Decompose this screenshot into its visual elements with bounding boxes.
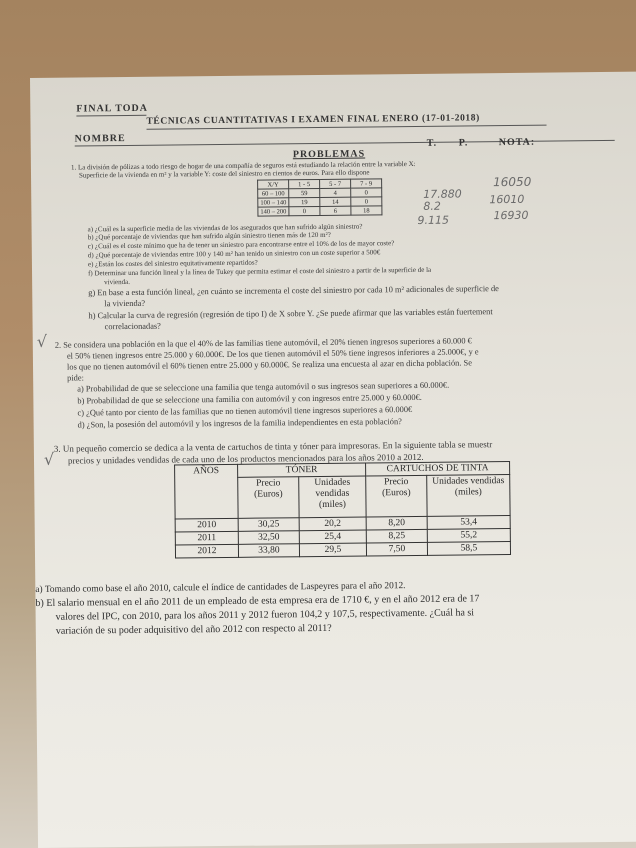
table-cell: 30,25 (238, 518, 299, 532)
year-cell: 2011 (175, 531, 238, 545)
year-cell: 2010 (175, 518, 238, 532)
q-text: vivienda. (104, 277, 131, 287)
q-text: Probabilidad de que se seleccione una familia que tenga automóvil o sus ingresos sean superiores a 60.000€. (85, 380, 450, 394)
q-text: variación de su poder adquisitivo del año 2012 con respecto al 2011? (55, 622, 332, 637)
table-cell: 29,5 (299, 543, 366, 557)
table-cell: 0 (289, 206, 320, 215)
y-header: 1 - 5 (289, 179, 320, 188)
handwritten-note: 16010 (489, 192, 525, 207)
q-text: valores del IPC, con 2010, para los años 2011 y 2012 fueron 104,2 y 107,5, respectivamente. ¿Cuál ha si (55, 607, 475, 623)
toner-price-header: Precio (Euros) (238, 477, 299, 519)
q-key: f) (88, 269, 93, 278)
handwritten-note: 8.2 (423, 199, 441, 213)
q-key: a) (87, 225, 94, 234)
table-cell: 18 (351, 206, 382, 215)
q-key: d) (77, 420, 85, 430)
toner-units-header: Unidades vendidas (miles) (299, 476, 366, 518)
q-key: d) (87, 251, 94, 260)
q-text: ¿Qué porcentaje de viviendas entre 100 y 140 m² han tenido un siniestro con un coste superior a 500€ (95, 248, 381, 260)
table-cell: 33,80 (238, 544, 299, 558)
p1-intro-2: Superficie de la vivienda en m² y la variable Y: coste del siniestro en cientos de euros. Para ello dispone (78, 168, 370, 180)
handwritten-note: 17.880 (423, 187, 462, 201)
table-cell: 32,50 (238, 531, 299, 545)
p3-line-2: precios y unidades vendidas de cada uno de los productos mencionados para los años 2010 a 2012. (67, 451, 424, 466)
table-cell: 7,50 (366, 542, 427, 556)
year-cell: 2012 (175, 544, 238, 558)
q-text: Tomando como base el año 2010, calcule el índice de cantidades de Laspeyres para el año 2012. (44, 581, 406, 595)
x-interval: 100 – 140 (258, 198, 289, 207)
q-text: ¿Qué tanto por ciento de las familias que no tienen automóvil tiene ingresos superiores a 60.000€ (86, 405, 413, 418)
handwritten-note: 9.115 (417, 213, 450, 227)
q-key: b) (35, 597, 44, 609)
y-header: 5 - 7 (320, 179, 351, 188)
q-text: la vivienda? (104, 298, 146, 309)
checkmark-icon: √ (36, 331, 48, 351)
q-text: ¿Cuál es la superficie media de las viviendas de los asegurados que han sufrido algún siniestro? (94, 222, 363, 234)
table-cell: 0 (351, 188, 382, 197)
exam-title: FINAL TODA (76, 102, 148, 115)
p1-intro-1: 1. La división de pólizas a todo riesgo de hogar de una compañía de seguros está estudiando la relación entre la variable X: (70, 159, 416, 172)
table-cell: 8,20 (366, 516, 427, 530)
years-header: AÑOS (175, 464, 239, 519)
q-text: En base a esta función lineal, ¿en cuánto se incrementa el coste del siniestro por cada 10 m² adicionales de superficie de (97, 284, 499, 298)
q-key: a) (35, 584, 43, 595)
q-key: e) (87, 260, 94, 269)
q-text: Calcular la curva de regresión (regresión de tipo I) de X sobre Y. ¿Se puede afirmar que las variables están fuertement (97, 307, 493, 321)
q-text: ¿Qué porcentaje de viviendas que han sufrido algún siniestro tienen más de 120 m²? (95, 230, 331, 242)
x-interval: 60 – 100 (258, 189, 289, 198)
table-cell: 14 (320, 197, 351, 206)
q-key: h) (88, 311, 96, 321)
q-text: Determinar una función lineal y la línea de Tukey que permita estimar el coste del siniestro a partir de la superficie de la (94, 265, 432, 278)
q-key: g) (88, 288, 96, 298)
checkmark-icon: √ (43, 449, 55, 469)
table-cell: 6 (320, 206, 351, 215)
table-cell: 53,4 (427, 515, 510, 529)
nota-label: NOTA: (498, 136, 536, 149)
y-header: 7 - 9 (351, 179, 382, 188)
name-label: NOMBRE (74, 133, 126, 145)
q-text: ¿Cuál es el coste mínimo que ha de tener un siniestro para encontrarse entre el 10% de los de mayor coste? (94, 239, 395, 251)
x-interval: 140 – 200 (258, 207, 289, 216)
handwritten-note: 16930 (493, 208, 529, 223)
p2-line: el 50% tienen ingresos entre 25.000 y 60.000€. De los que tienen automóvil el 50% tiene ingresos inferiores a 25.000€, y e (66, 347, 479, 361)
table-cell: 25,4 (299, 530, 366, 544)
q-key: b) (87, 233, 94, 242)
q-text: correlacionadas? (104, 321, 161, 332)
p3-price-table (174, 461, 511, 559)
p2-line: los que no tienen automóvil el 60% tienen entre 25.000 y 60.000€. Se realiza una encuesta al azar en dicha población. Se (66, 358, 472, 372)
p2-line: pide: (67, 373, 84, 383)
table-cell: 19 (289, 197, 320, 206)
table-cell: 59 (289, 188, 320, 197)
q-key: c) (87, 242, 94, 251)
table-cell: 0 (351, 197, 382, 206)
table-cell: 58,5 (427, 541, 510, 555)
toner-header: TÓNER (238, 463, 366, 477)
handwritten-note: 16050 (493, 174, 532, 190)
table-cell: 8,25 (366, 529, 427, 543)
q-text: ¿Están los costes del siniestro equitativamente repartidos? (95, 258, 258, 269)
exam-sheet (30, 72, 636, 848)
q-text: Probabilidad de que se seleccione una familia con automóvil y con ingresos entre 25.000 y 60.000€. (86, 392, 422, 406)
t-label: T. (426, 137, 438, 149)
table-cell: 55,2 (427, 528, 510, 542)
table-cell: 4 (320, 188, 351, 197)
q-text: El salario mensual en el año 2011 de un empleado de esta empresa era de 1710 €, y en el año 2012 era de 17 (46, 593, 480, 609)
p3-line-1: 3. Un pequeño comercio se dedica a la venta de cartuchos de tinta y tóner para impresoras. En la siguiente tabla se muestr (53, 439, 493, 454)
cartridge-price-header: Precio (Euros) (366, 475, 427, 517)
p-label: P. (458, 137, 469, 149)
p2-line: 2. Se considera una población en la que el 40% de las familias tiene automóvil, el 20% tienen ingresos superiores a 60.000 € (54, 336, 472, 350)
p1-frequency-table (257, 178, 382, 216)
q-key: c) (77, 408, 85, 418)
q-key: a) (77, 384, 84, 394)
cartridge-header: CARTUCHOS DE TINTA (366, 461, 510, 476)
table-cell: 20,2 (299, 517, 366, 531)
cartridge-units-header: Unidades vendidas (miles) (427, 474, 510, 516)
section-title: PROBLEMAS (292, 148, 366, 161)
exam-subtitle: TÉCNICAS CUANTITATIVAS I EXAMEN FINAL ENERO (17-01-2018) (146, 113, 480, 127)
table-corner: X/Y (258, 180, 289, 189)
q-text: ¿Son, la posesión del automóvil y los ingresos de la familia independientes en esta población? (86, 417, 402, 430)
table-row (175, 541, 510, 558)
q-key: b) (77, 396, 85, 406)
